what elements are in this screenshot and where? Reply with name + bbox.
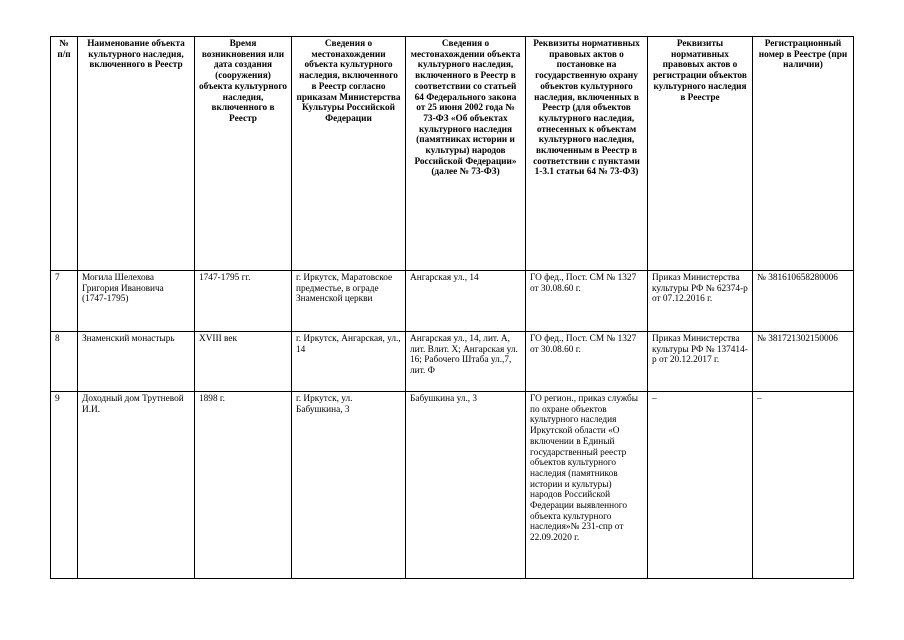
cell-location-ministry: г. Иркутск, Ангарская, ул., 14 xyxy=(292,332,406,392)
header-location-ministry: Сведения о местонахождении объекта культурного наследия, включенного в Реестр согласно приказам Министерства Культуры Российской Федерации xyxy=(292,37,406,271)
cell-registration-number: – xyxy=(753,392,854,579)
table-row xyxy=(51,271,854,332)
cell-object-name: Могила Шелехова Григория Ивановича (1747-1795) xyxy=(78,271,195,332)
cell-location-law: Ангарская ул., 14, лит. А, лит. Влит. Х; Ангарская ул. 16; Рабочего Штаба ул.,7, лит. Ф xyxy=(406,332,526,392)
header-registration-number: Регистрационный номер в Реестре (при наличии) xyxy=(753,37,854,271)
header-registration-acts: Реквизиты нормативных правовых актов о регистрации объектов культурного наследия в Реестре xyxy=(648,37,753,271)
cell-location-ministry: г. Иркутск, Маратовское предместье, в ограде Знаменской церкви xyxy=(292,271,406,332)
cell-location-law: Бабушкина ул., 3 xyxy=(406,392,526,579)
cell-registration-number: № 381721302150006 xyxy=(753,332,854,392)
cell-location-law: Ангарская ул., 14 xyxy=(406,271,526,332)
cell-number: 7 xyxy=(51,271,78,332)
cell-protection-acts: ГО фед., Пост. СМ № 1327 от 30.08.60 г. xyxy=(526,271,648,332)
cell-location-ministry: г. Иркутск, ул. Бабушкина, 3 xyxy=(292,392,406,579)
header-location-law: Сведения о местонахождении объекта культурного наследия, включенного в Реестр в соответствии со статьей 64 Федерального закона от 25 июня 2002 года № 73-ФЗ «Об объектах культурного наследия (памятниках истории и культуры) народов Российской Федерации» (далее № 73-ФЗ) xyxy=(406,37,526,271)
cell-registration-number: № 381610658280006 xyxy=(753,271,854,332)
header-creation-date: Время возникновения или дата создания (сооружения) объекта культурного наследия, включенного в Реестр xyxy=(195,37,292,271)
cell-object-name: Знаменский монастырь xyxy=(78,332,195,392)
table-row xyxy=(51,392,854,579)
cell-protection-acts: ГО регион., приказ службы по охране объектов культурного наследия Иркутской области «О включении в Единый государственный реестр объектов культурного наследия (памятников истории и культуры) народов Российской Федерации выявленного объекта культурного наследия»№ 231-спр от 22.09.2020 г. xyxy=(526,392,648,579)
cell-number: 8 xyxy=(51,332,78,392)
header-protection-acts: Реквизиты нормативных правовых актов о постановке на государственную охрану объектов культурного наследия, включенных в Реестр (для объектов культурного наследия, отнесенных к объектам культурного наследия, включенным в Реестр в соответствии с пунктами 1-3.1 статьи 64 № 73-ФЗ) xyxy=(526,37,648,271)
cell-registration-acts: – xyxy=(648,392,753,579)
cell-creation-date: 1898 г. xyxy=(195,392,292,579)
cell-protection-acts: ГО фед., Пост. СМ № 1327 от 30.08.60 г. xyxy=(526,332,648,392)
cell-creation-date: XVIII век xyxy=(195,332,292,392)
cell-creation-date: 1747-1795 гг. xyxy=(195,271,292,332)
cell-registration-acts: Приказ Министерства культуры РФ № 137414-р от 20.12.2017 г. xyxy=(648,332,753,392)
header-object-name: Наименование объекта культурного наследия, включенного в Реестр xyxy=(78,37,195,271)
header-number: № п/п xyxy=(51,37,78,271)
cell-object-name: Доходный дом Трутневой И.И. xyxy=(78,392,195,579)
table-header-row xyxy=(51,37,854,271)
table-row xyxy=(51,332,854,392)
heritage-register-table xyxy=(50,36,854,579)
cell-registration-acts: Приказ Министерства культуры РФ № 62374-р от 07.12.2016 г. xyxy=(648,271,753,332)
cell-number: 9 xyxy=(51,392,78,579)
